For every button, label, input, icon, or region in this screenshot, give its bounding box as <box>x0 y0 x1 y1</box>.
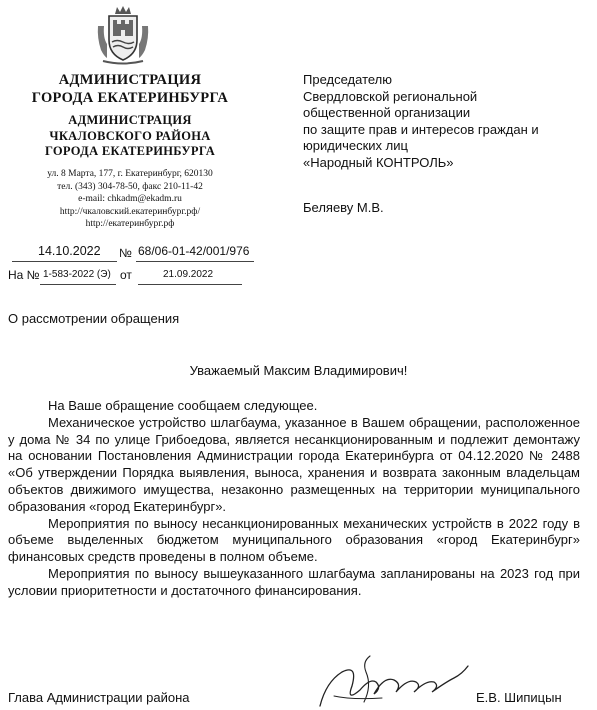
body-paragraph-4: Мероприятия по выносу вышеуказанного шлагбаума запланированы на 2023 год при условии приоритетности и достаточного финансирования. <box>8 565 580 598</box>
sender-site-1: http://чкаловский.екатеринбург.рф/ <box>59 206 201 217</box>
outgoing-number: 68/06-01-42/001/976 <box>138 244 250 258</box>
district-administration-heading <box>0 113 260 160</box>
reply-to-label: На № <box>8 268 40 282</box>
reply-to-date-underline <box>138 284 242 285</box>
recipient-line-4: по защите прав и интересов граждан и <box>303 121 539 137</box>
signatory-position: Глава Администрации района <box>8 690 190 705</box>
letter-greeting: Уважаемый Максим Владимирович! <box>189 363 408 378</box>
sender-email: e-mail: chkadm@ekadm.ru <box>78 194 182 205</box>
body-paragraph-3: Мероприятия по выносу несанкционированных механических устройств в 2022 году в объеме выделенных бюджетом муниципального образования «город Екатеринбург» финансовых средств проведены в полном объеме. <box>8 515 580 565</box>
recipient-line-5: юридических лиц <box>303 138 408 154</box>
body-paragraph-1: На Ваше обращение сообщаем следующее. <box>48 398 318 413</box>
outgoing-date-underline <box>12 261 117 262</box>
from-label: от <box>120 268 132 282</box>
reply-to-number: 1-583-2022 (Э) <box>43 269 111 280</box>
sender-address: ул. 8 Марта, 177, г. Екатеринбург, 620130 <box>47 169 213 179</box>
sender-site-2: http://екатеринбург.рф <box>85 219 175 230</box>
recipient-block <box>303 72 593 172</box>
sender-contacts <box>0 168 260 231</box>
recipient-line-6: «Народный КОНТРОЛЬ» <box>303 154 454 170</box>
number-label: № <box>119 246 132 260</box>
district-line-2: ЧКАЛОВСКОГО РАЙОНА <box>49 128 211 143</box>
city-administration-heading <box>0 71 260 107</box>
recipient-line-1: Председателю <box>303 72 393 87</box>
outgoing-number-underline <box>136 261 254 262</box>
admin-line-1: АДМИНИСТРАЦИЯ <box>58 72 202 88</box>
admin-line-2: ГОРОДА ЕКАТЕРИНБУРГА <box>31 90 229 106</box>
signatory-name: Е.В. Шипицын <box>476 690 562 705</box>
letter-body <box>8 398 580 600</box>
recipient-line-2: Свердловской региональной <box>303 88 478 104</box>
handwritten-signature <box>312 642 472 710</box>
body-paragraph-2: Механическое устройство шлагбаума, указанное в Вашем обращении, расположенное у дома № 34 по улице Грибоедова, является несанкционированным и подлежит демонтажу на основании Постановления Администрации города Екатеринбурга от 04.12.2020 № 2488 «Об утверждении Порядка выявления, выноса, хранения и возврата законным владельцам объектов движимого имущества, незаконно размещенных на территории муниципального образования «город Екатеринбург». <box>8 414 580 514</box>
letter-subject: О рассмотрении обращения <box>8 311 180 326</box>
reply-to-date: 21.09.2022 <box>163 269 214 280</box>
sender-phone: тел. (343) 304-78-50, факс 210-11-42 <box>57 181 203 192</box>
outgoing-date: 14.10.2022 <box>38 244 101 258</box>
coat-of-arms-icon <box>95 4 151 66</box>
recipient-line-3: общественной организации <box>303 105 471 121</box>
district-line-3: ГОРОДА ЕКАТЕРИНБУРГА <box>44 144 216 158</box>
district-line-1: АДМИНИСТРАЦИЯ <box>68 113 192 127</box>
reply-to-number-underline <box>40 284 116 285</box>
recipient-name: Беляеву М.В. <box>303 200 384 215</box>
